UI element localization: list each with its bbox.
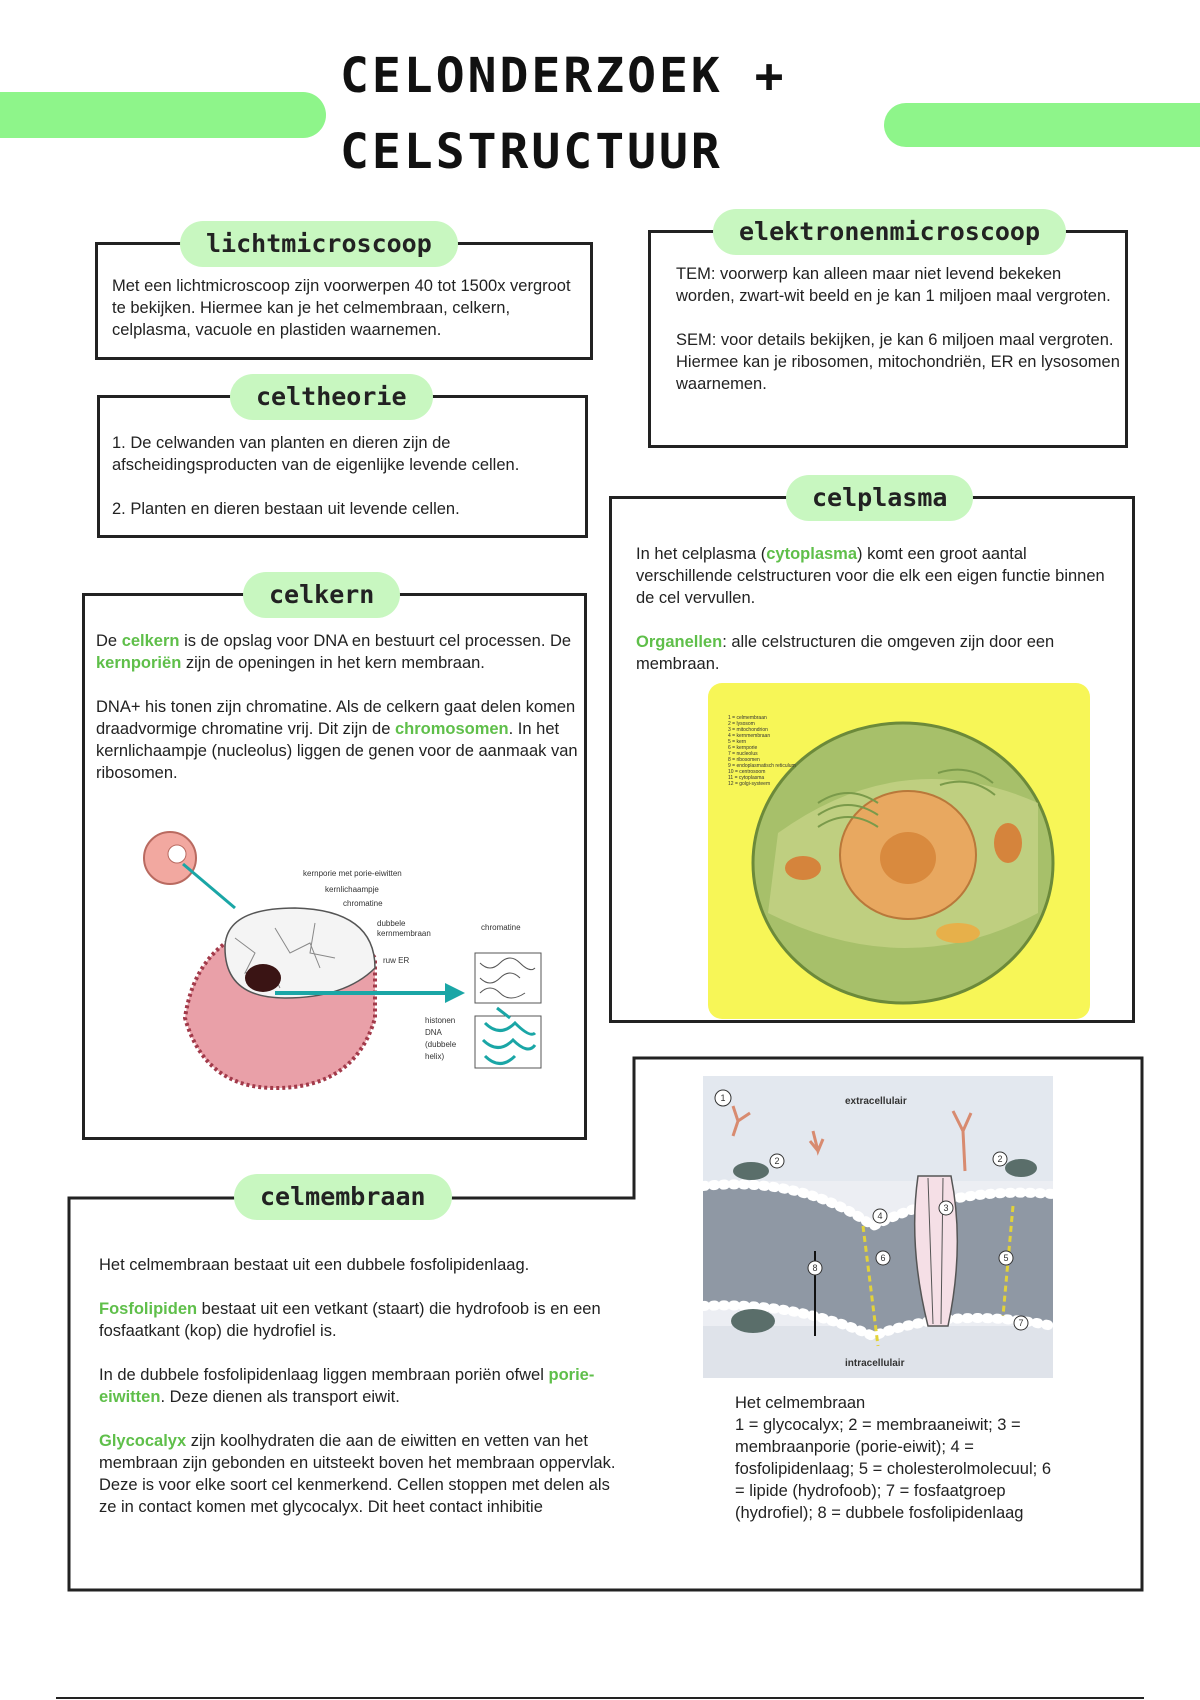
legend-item: 7 = nucleolus (728, 751, 758, 757)
membrane-marker-6: 6 (880, 1253, 886, 1263)
footer-divider (56, 1697, 1144, 1699)
membrane-marker-3: 3 (943, 1203, 949, 1213)
legend-item: 8 = ribosomen (728, 757, 760, 763)
fig-label-dubbele-helix-2: helix) (425, 1052, 445, 1061)
celmembraan-text-part: zijn koolhydraten die aan de eiwitten en vetten van het membraan zijn gebonden en uitsteekt boven het membraan oppervlak. Deze is voor elke soort cel kenmerkend. Cellen stoppen met delen als ze in contact komen met glycocalyx. Dit heet contact inhibitie (99, 1432, 616, 1516)
legend-item: 11 = cytoplasma (728, 775, 765, 781)
membrane-marker-1: 1 (720, 1093, 726, 1103)
membrane-illustration (703, 1076, 1053, 1378)
celplasma-text-part: : alle celstructuren die omgeven zijn door een membraan. (636, 633, 1055, 673)
membrane-label-bottom: intracellulair (845, 1358, 905, 1369)
glycocalyx-term: Glycocalyx (99, 1432, 187, 1450)
page-title-line1: CELONDERZOEK + (340, 48, 787, 104)
fig-label-kernmembraan: kernmembraan (377, 929, 431, 938)
fig-label-chromatine-right: chromatine (481, 923, 521, 932)
fig-label-kernlichaampje: kernlichaampje (325, 885, 379, 894)
fig-label-kernporie: kernporie met porie-eiwitten (303, 869, 402, 878)
celkern-label: celkern (243, 572, 400, 618)
celmembraan-text-part: . Deze dienen als transport eiwit. (160, 1388, 400, 1406)
fig-label-dubbele-helix-1: (dubbele (425, 1040, 457, 1049)
membrane-marker-2b: 2 (997, 1154, 1003, 1164)
kernporien-term: kernporiën (96, 654, 182, 672)
celkern-text-part: is de opslag voor DNA en bestuurt cel processen. De (179, 632, 572, 650)
legend-item: 5 = kern (728, 739, 747, 745)
legend-item: 2 = lysosom (728, 721, 755, 727)
fig-label-dna: DNA (425, 1028, 442, 1037)
celplasma-text-part: ) komt een groot aantal verschillende celstructuren voor die elk een eigen functie binnen de cel vervullen. (636, 545, 1105, 607)
membrane-marker-8: 8 (812, 1263, 818, 1273)
membrane-marker-4: 4 (877, 1211, 883, 1221)
celkern-text-part: De (96, 632, 122, 650)
membrane-label-top: extracellulair (845, 1096, 907, 1107)
chromosomen-term: chromosomen (394, 720, 509, 738)
cytoplasma-term: cytoplasma (766, 545, 858, 563)
fig-label-dubbele: dubbele (377, 919, 406, 928)
legend-item: 12 = golgi-systeem (728, 781, 771, 787)
elektronenmicroscoop-label: elektronenmicroscoop (713, 209, 1066, 255)
celmembraan-text-part: In de dubbele fosfolipidenlaag liggen membraan poriën ofwel (99, 1366, 549, 1384)
legend-item: 10 = centrosoom (728, 769, 766, 775)
celkern-text-part: . In het kernlichaampje (nucleolus) liggen de genen voor de aanmaak van ribosomen. (96, 720, 578, 782)
celplasma-text-part: In het celplasma ( (636, 545, 767, 563)
porie-eiwitten-term: porie-eiwitten (99, 1366, 595, 1406)
celmembraan-text-part: bestaat uit een vetkant (staart) die hydrofoob is en een fosfaatkant (kop) die hydrofiel is. (99, 1300, 601, 1340)
celmembraan-paragraph-3 (99, 1364, 624, 1408)
fig-label-chromatine: chromatine (343, 899, 383, 908)
celkern-text-part: zijn de openingen in het kern membraan. (181, 654, 485, 672)
organellen-term: Organellen (636, 633, 723, 651)
celmembraan-label: celmembraan (234, 1174, 452, 1220)
celmembraan-paragraph-4 (99, 1430, 624, 1518)
lichtmicroscoop-text: Met een lichtmicroscoop zijn voorwerpen 40 tot 1500x vergroot te bekijken. Hiermee kan je het celmembraan, celkern, celplasma, vacuole en plastiden waarnemen. (112, 277, 571, 339)
celmembraan-section (69, 1058, 1142, 1590)
membrane-marker-2: 2 (774, 1156, 780, 1166)
celtheorie-item-2: 2. Planten en dieren bestaan uit levende cellen. (112, 500, 460, 518)
legend-item: 1 = celmembraan (728, 715, 767, 721)
tem-text: TEM: voorwerp kan alleen maar niet levend bekeken worden, zwart-wit beeld en je kan 1 miljoen maal vergroten. (676, 265, 1111, 305)
celmembraan-paragraph-2 (99, 1298, 624, 1342)
celplasma-label: celplasma (786, 475, 973, 521)
lichtmicroscoop-label: lichtmicroscoop (180, 221, 458, 267)
sem-text: SEM: voor details bekijken, je kan 6 miljoen maal vergroten. Hiermee kan je ribosomen, mitochondriën, ER en lysosomen waarnemen. (676, 331, 1120, 393)
celmembraan-paragraph-1: Het celmembraan bestaat uit een dubbele fosfolipidenlaag. (99, 1256, 530, 1274)
celtheorie-label: celtheorie (230, 374, 433, 420)
celmembraan-text (99, 1254, 624, 1518)
membrane-marker-7: 7 (1018, 1318, 1024, 1328)
celkern-text-part: DNA+ his tonen zijn chromatine. Als de celkern gaat delen komen draadvormige chromatine vrij. Dit zijn de (96, 698, 576, 738)
legend-item: 4 = kernmembraan (728, 733, 771, 739)
legend-item: 9 = endoplasmatisch reticulum (728, 763, 796, 769)
legend-item: 3 = mitochondrion (728, 727, 768, 733)
membrane-marker-5: 5 (1003, 1253, 1009, 1263)
fig-label-histonen: histonen (425, 1016, 456, 1025)
fig-label-ruw-er: ruw ER (383, 956, 410, 965)
page-title-line2: CELSTRUCTUUR (340, 124, 723, 180)
celkern-term: celkern (121, 632, 180, 650)
fosfolipiden-term: Fosfolipiden (99, 1300, 198, 1318)
legend-item: 6 = kernporie (728, 745, 758, 751)
celtheorie-item-1: 1. De celwanden van planten en dieren zijn de afscheidingsproducten van de eigenlijke levende cellen. (112, 434, 520, 474)
membrane-caption: Het celmembraan 1 = glycocalyx; 2 = membraaneiwit; 3 = membraanporie (porie-eiwit); 4 = fosfolipidenlaag; 5 = cholesterolmolecuul; 6 = lipide (hydrofoob); 7 = fosfaatgroep (hydrofiel); 8 = dubbele fosfolipidenlaag (735, 1394, 1051, 1522)
